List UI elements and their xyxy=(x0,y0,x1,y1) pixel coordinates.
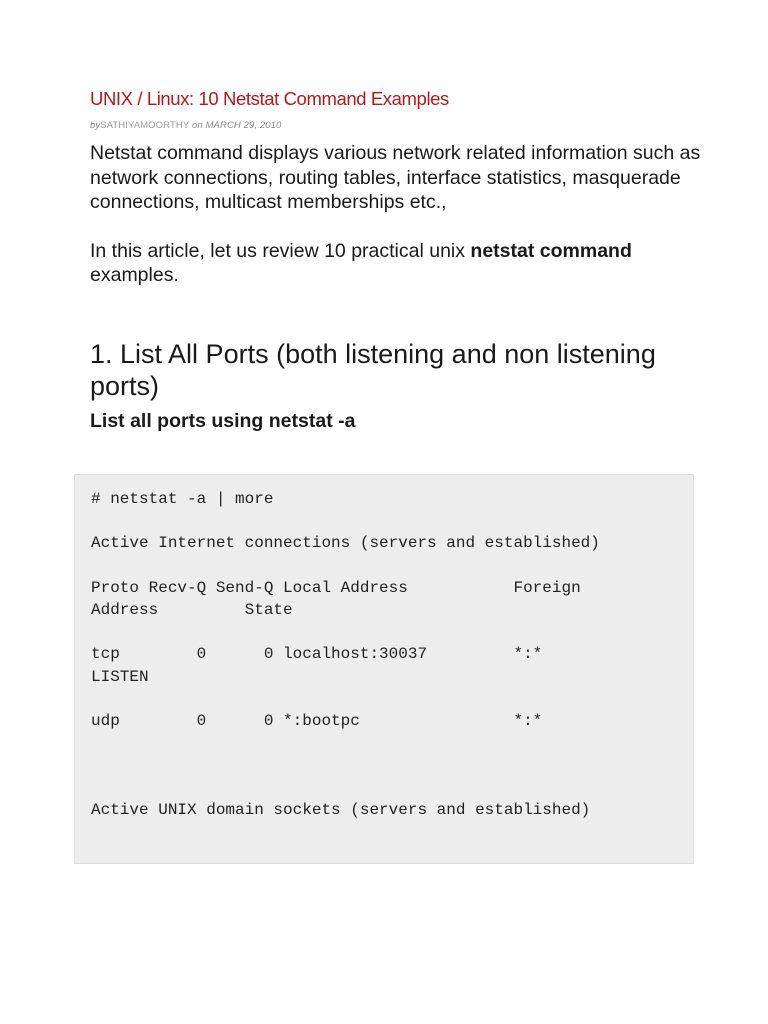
review-paragraph xyxy=(90,239,710,288)
review-text-end: examples. xyxy=(90,264,179,286)
article xyxy=(90,88,710,437)
article-title[interactable]: UNIX / Linux: 10 Netstat Command Examples xyxy=(90,88,449,109)
code-content: # netstat -a | more Active Internet connections (servers and established) Proto Recv-Q Send-Q Local Address Foreign Address State tcp 0 0 localhost:30037 *:* LISTEN udp 0 0 *:bootpc *:* Active UNIX domain sockets (servers and established) xyxy=(91,490,600,819)
byline-author[interactable]: SATHIYAMOORTHY xyxy=(100,120,190,131)
byline-by: by xyxy=(90,120,101,131)
review-text-start: In this article, let us review 10 practical unix xyxy=(90,239,471,262)
review-text-bold: netstat command xyxy=(470,239,632,262)
section-subheading: List all ports using netstat -a xyxy=(90,409,356,432)
section-heading: 1. List All Ports (both listening and non listening ports) xyxy=(90,338,656,401)
intro-paragraph: Netstat command displays various network related information such as network connections, routing tables, interface statistics, masquerade connections, multicast memberships etc., xyxy=(90,142,701,213)
byline xyxy=(90,120,710,131)
code-block xyxy=(74,474,694,864)
byline-date: MARCH 29, 2010 xyxy=(205,120,282,131)
byline-on: on xyxy=(192,120,203,131)
